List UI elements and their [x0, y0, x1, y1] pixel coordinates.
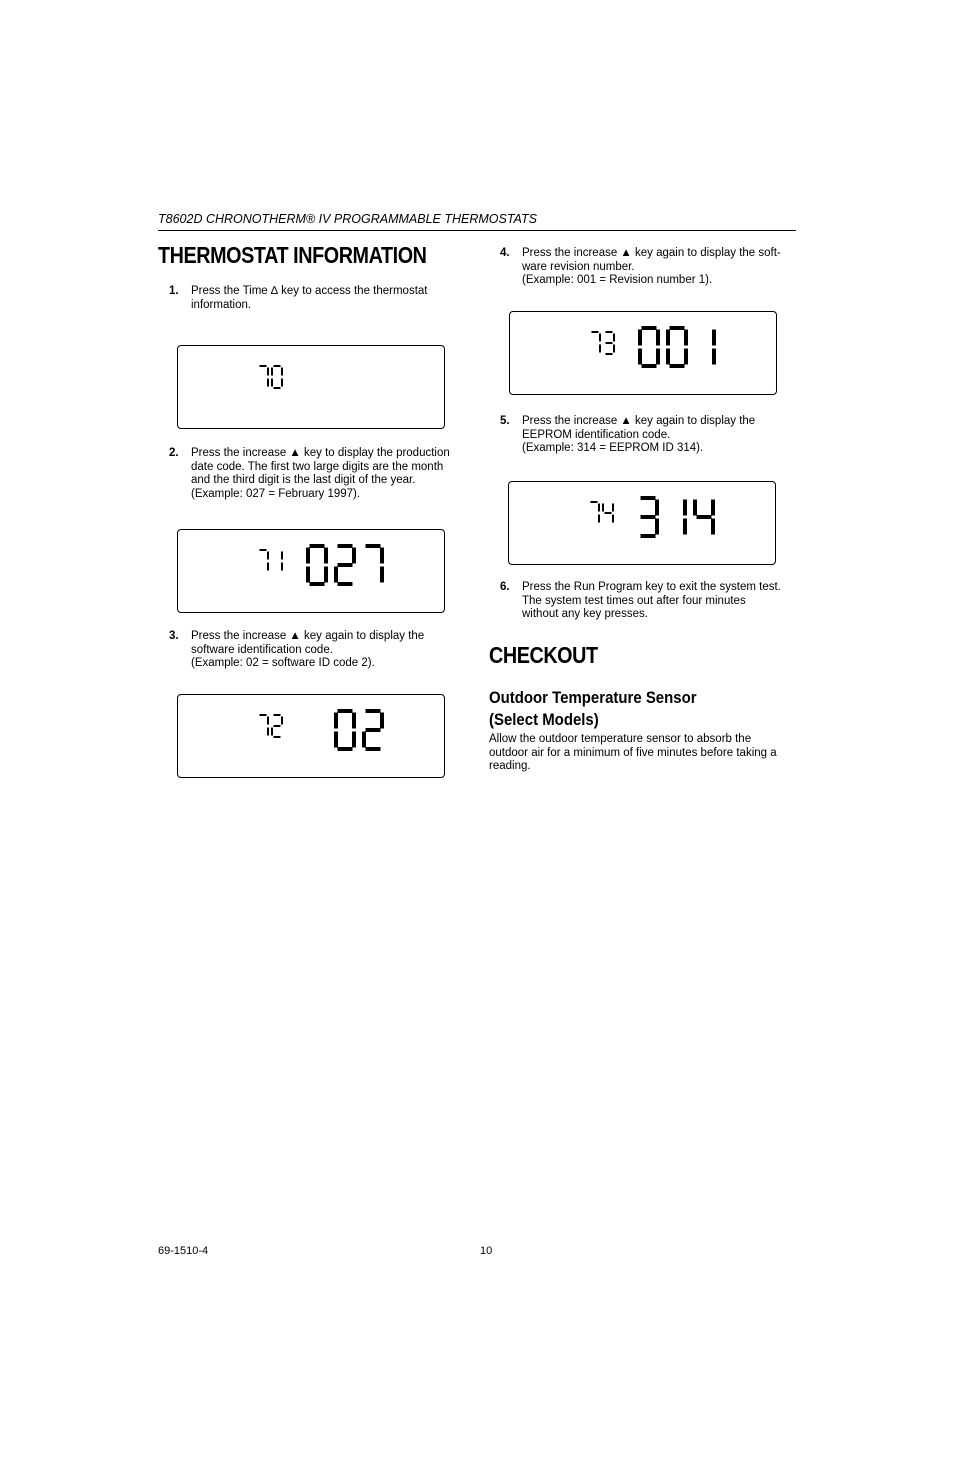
lcd-large-digit — [640, 328, 658, 366]
lcd-large-digit — [695, 500, 713, 535]
step-text-line: Press the increase ▲ key to display the production — [191, 447, 450, 459]
step-text-line: Press the Run Program key to exit the system test. — [522, 581, 781, 593]
lcd-display-74-314 — [508, 481, 776, 565]
step-text-line: and the third digit is the last digit of the year. — [191, 474, 416, 486]
step-number: 4. — [500, 247, 510, 259]
lcd-small-digit — [260, 715, 269, 736]
step-text-line: EEPROM identification code. — [522, 428, 671, 441]
step-number: 2. — [169, 447, 179, 459]
section-title-checkout: CHECKOUT — [489, 642, 598, 668]
lcd-small-digit — [272, 715, 282, 737]
step-text-line: Press the increase ▲ key again to display the — [522, 415, 756, 427]
step-text-line: Press the increase ▲ key again to display the soft- — [522, 247, 781, 259]
lcd-small-digit — [592, 332, 601, 353]
step-number: 6. — [500, 581, 510, 593]
lcd-digits — [509, 482, 777, 566]
step-text-line: (Example: 027 = February 1997). — [191, 487, 361, 500]
running-header: T8602D CHRONOTHERM® IV PROGRAMMABLE THERMOSTATS — [158, 212, 796, 231]
subsection-title-line: Outdoor Temperature Sensor — [489, 688, 697, 707]
section-title-thermostat-information: THERMOSTAT INFORMATION — [158, 242, 427, 268]
footer-page-number: 10 — [480, 1245, 493, 1257]
lcd-small-digit — [260, 366, 269, 387]
lcd-digits — [510, 312, 778, 396]
lcd-large-digit — [364, 711, 382, 749]
step-text-line: information. — [191, 298, 252, 311]
lcd-display-71-027 — [177, 529, 445, 613]
lcd-large-digit — [668, 328, 686, 366]
paragraph-line: reading. — [489, 760, 531, 772]
step-text-line: (Example: 001 = Revision number 1). — [522, 274, 713, 286]
paragraph-line: Allow the outdoor temperature sensor to absorb the — [489, 733, 752, 745]
lcd-digits — [178, 346, 446, 430]
step-text-line: date code. The first two large digits are the month — [191, 460, 444, 473]
paragraph-line: outdoor air for a minimum of five minutes before taking a — [489, 746, 777, 759]
step-number: 3. — [169, 630, 179, 642]
lcd-display-70 — [177, 345, 445, 429]
step-number: 1. — [169, 285, 179, 297]
lcd-large-digit — [336, 546, 354, 584]
step-text-line: ware revision number. — [522, 260, 635, 273]
step-text-line: Press the increase ▲ key again to display the — [191, 630, 425, 642]
lcd-display-73-001 — [509, 311, 777, 395]
step-number: 5. — [500, 415, 510, 427]
step-text-line: without any key presses. — [522, 608, 648, 620]
footer-doc-number: 69-1510-4 — [158, 1245, 209, 1257]
subsection-title-outdoor-sensor — [489, 687, 697, 731]
lcd-large-digit — [366, 546, 383, 583]
lcd-digits — [178, 695, 446, 779]
lcd-small-digit — [260, 550, 269, 571]
step-text-line: (Example: 314 = EEPROM ID 314). — [522, 442, 704, 454]
lcd-digits — [178, 530, 446, 614]
lcd-large-digit — [641, 498, 658, 536]
lcd-small-digit — [603, 504, 613, 523]
subsection-title-line: (Select Models) — [489, 710, 599, 729]
lcd-small-digit — [272, 366, 282, 388]
lcd-large-digit — [336, 711, 354, 749]
lcd-display-72-02 — [177, 694, 445, 778]
lcd-small-digit — [591, 502, 600, 523]
step-text-line: (Example: 02 = software ID code 2). — [191, 657, 375, 669]
lcd-small-digit — [606, 332, 615, 354]
step-text-line: Press the Time ∆ key to access the thermostat — [191, 285, 428, 297]
step-text-line: The system test times out after four minutes — [522, 594, 746, 607]
outdoor-sensor-paragraph — [489, 733, 799, 774]
lcd-large-digit — [308, 546, 326, 584]
step-text-line: software identification code. — [191, 643, 333, 656]
